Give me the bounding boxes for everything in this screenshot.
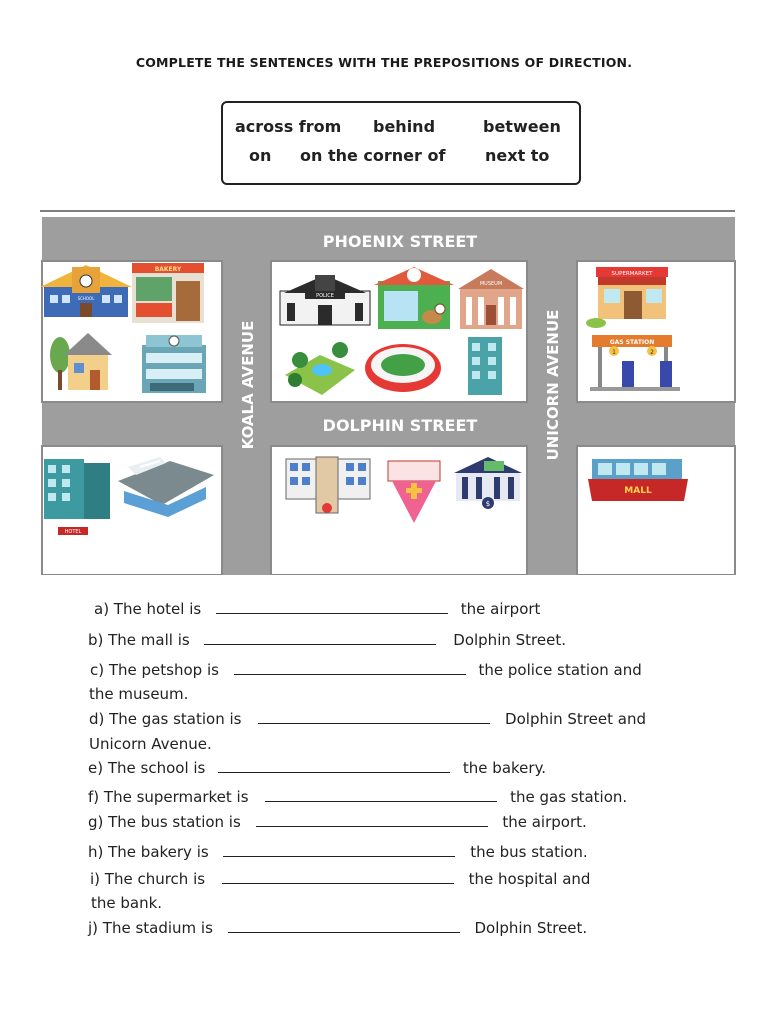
bakery-icon [132,263,204,323]
svg-text:$: $ [485,500,491,508]
answer-blank[interactable] [218,760,450,773]
sentence-ending: the airport [460,600,541,618]
word-bank-item: across from [235,117,342,136]
svg-text:SUPERMARKET: SUPERMARKET [611,271,653,277]
sentence-ending: the bakery. [462,759,547,777]
sentence-stem: a) The hotel is [94,600,202,618]
answer-blank[interactable] [234,662,466,675]
sentence-c [90,661,642,679]
sentence-ending: Dolphin Street. [453,631,566,649]
worksheet-title: COMPLETE THE SENTENCES WITH THE PREPOSITIONS OF DIRECTION. [135,55,633,70]
word-bank-item: between [483,117,561,136]
sentence-stem: b) The mall is [88,631,190,649]
sentence-ending: the police station and [478,661,642,679]
word-bank-item: next to [485,146,550,165]
answer-blank[interactable] [223,844,455,857]
sentence-ending: Dolphin Street and [505,710,646,728]
svg-text:1: 1 [612,349,616,356]
svg-text:HOTEL: HOTEL [64,529,82,535]
sentence-a [94,600,540,618]
sentence-j [88,919,587,937]
sentence-stem: e) The school is [88,759,206,777]
svg-text:GAS STATION: GAS STATION [609,339,655,346]
answer-blank[interactable] [222,871,454,884]
sentence-stem: c) The petshop is [90,661,219,679]
svg-text:MUSEUM: MUSEUM [479,281,503,287]
sentence-stem: i) The church is [90,870,206,888]
sentence-d [89,710,646,728]
answer-blank[interactable] [256,814,488,827]
sentence-b [88,631,566,649]
svg-text:POLICE: POLICE [316,293,334,299]
word-bank-item: on the corner of [300,146,446,165]
sentence-h [88,843,588,861]
answer-blank[interactable] [216,601,448,614]
sentence-ending: the gas station. [510,788,628,806]
unicorn-avenue-label: UNICORN AVENUE [544,309,562,461]
sentence-stem: f) The supermarket is [88,788,249,806]
svg-text:2: 2 [650,349,654,356]
answer-blank[interactable] [204,632,436,645]
sentence-d-continued: Unicorn Avenue. [89,735,212,753]
bus-station-icon [142,335,206,393]
sentence-i-continued: the bank. [91,894,163,912]
sentence-ending: the airport. [502,813,587,831]
sentence-f [88,788,627,806]
koala-avenue-label: KOALA AVENUE [239,320,257,450]
stadium-icon [365,344,441,392]
svg-text:MALL: MALL [624,486,652,496]
sentence-stem: j) The stadium is [88,919,213,937]
svg-text:SCHOOL: SCHOOL [77,296,95,301]
answer-blank[interactable] [228,920,460,933]
sentence-ending: the hospital and [468,870,591,888]
word-bank-item: behind [373,117,436,136]
sentence-e [88,759,546,777]
sentence-stem: h) The bakery is [88,843,209,861]
svg-text:BAKERY: BAKERY [154,266,182,273]
answer-blank[interactable] [265,789,497,802]
sentence-stem: g) The bus station is [88,813,241,831]
word-bank [221,101,581,185]
supermarket-icon [586,267,668,328]
sentence-i [90,870,590,888]
sentence-c-continued: the museum. [89,685,189,703]
office-building-icon [468,337,502,395]
sentence-stem: d) The gas station is [89,710,242,728]
answer-blank[interactable] [258,711,490,724]
sentence-g [88,813,587,831]
phoenix-street-label: PHOENIX STREET [322,232,478,251]
sentence-ending: the bus station. [470,843,588,861]
mall-icon [588,459,688,501]
dolphin-street-label: DOLPHIN STREET [322,416,478,435]
sentence-ending: Dolphin Street. [474,919,588,937]
word-bank-item: on [249,146,272,165]
street-map [0,205,768,575]
